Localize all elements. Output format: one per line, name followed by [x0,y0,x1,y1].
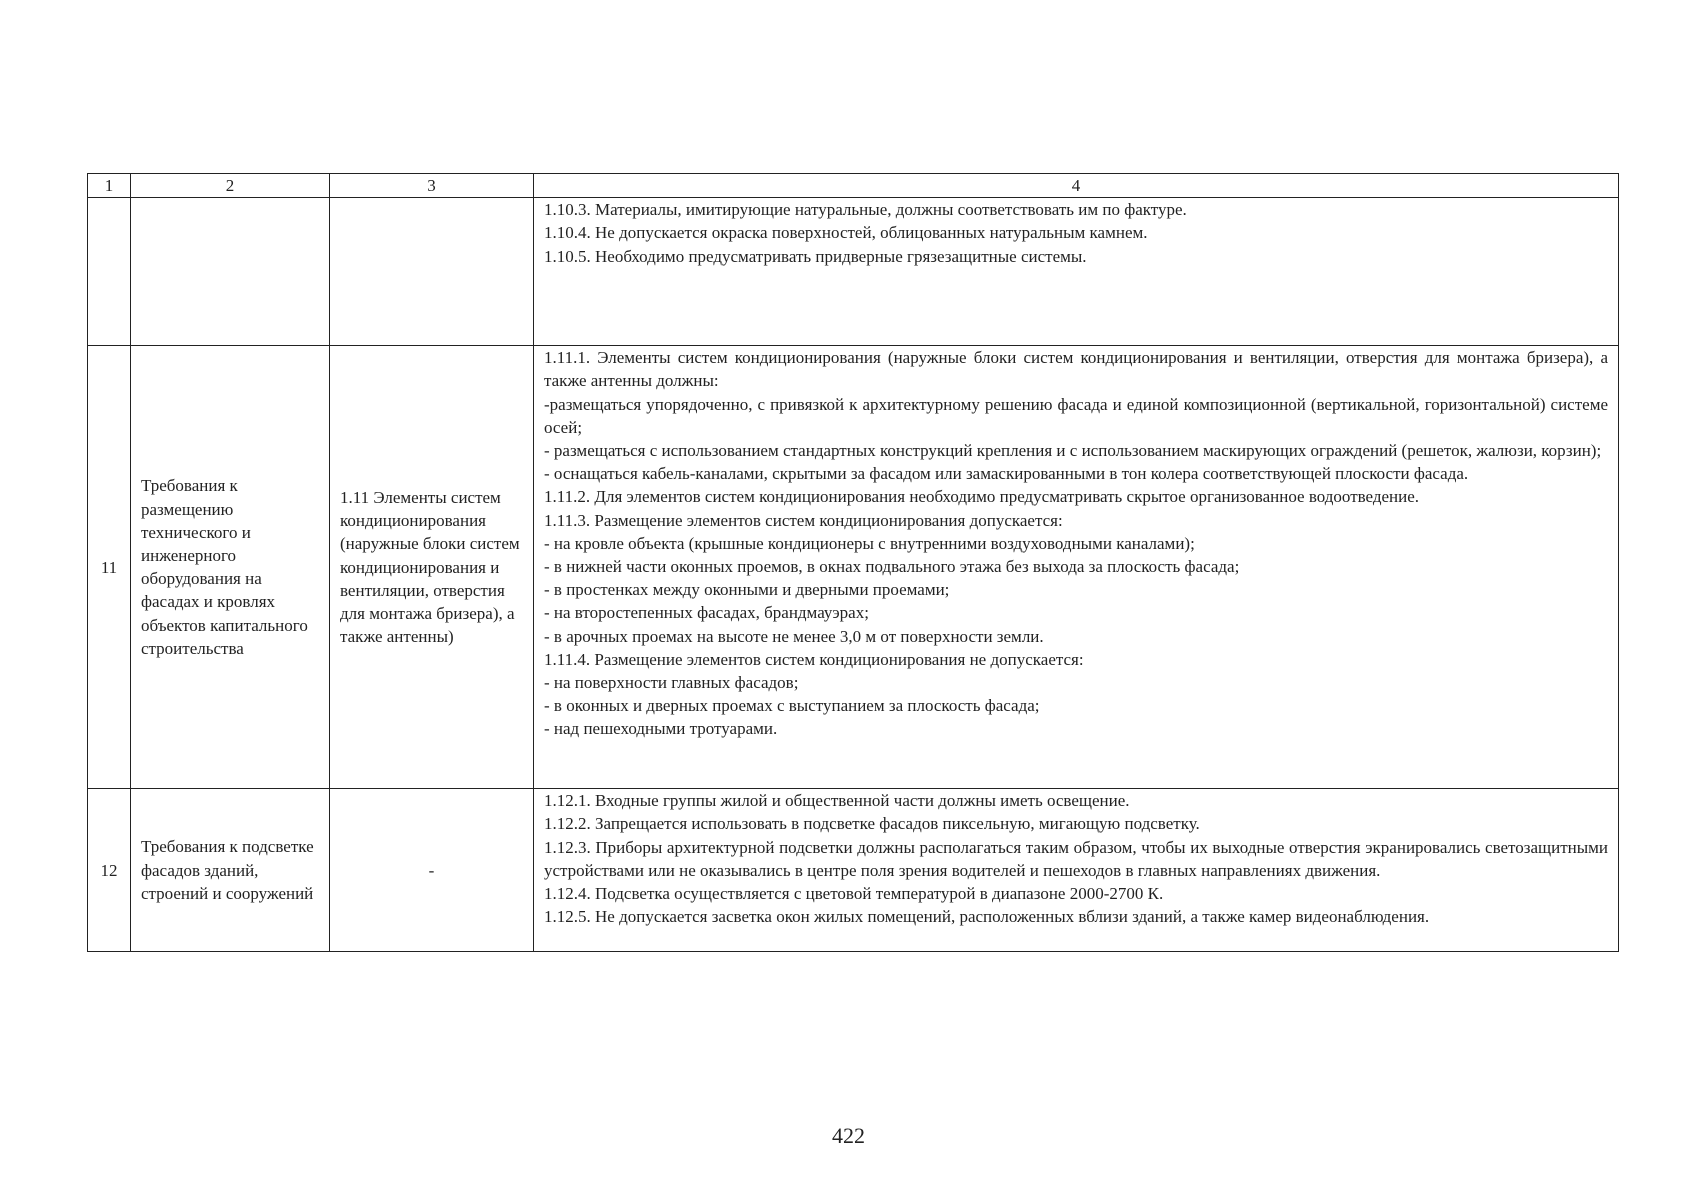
requirement-paragraph: - над пешеходными тротуарами. [544,719,778,739]
requirements-cell [534,789,1619,952]
regulation-table [87,173,1619,952]
requirements-cell [534,346,1619,789]
requirements-cell [534,198,1619,346]
table-row [88,346,1619,789]
page-number: 422 [832,1123,865,1148]
requirement-paragraph: 1.11.3. Размещение элементов систем кондиционирования допускается: [544,510,1063,530]
requirement-paragraph: 1.10.5. Необходимо предусматривать придверные грязезащитные системы. [544,246,1087,266]
requirement-paragraph: - на второстепенных фасадах, брандмауэрах; [544,603,869,623]
requirement-paragraph: 1.10.3. Материалы, имитирующие натуральные, должны соответствовать им по фактуре. [544,200,1187,220]
requirement-paragraph: 1.11.2. Для элементов систем кондиционирования необходимо предусматривать скрытое организованное водоотведение. [544,487,1420,507]
requirement-paragraph: - размещаться с использованием стандартных конструкций крепления и с использованием маскирующих ограждений (решеток, жалюзи, корзин); [544,441,1602,461]
requirement-paragraph: - оснащаться кабель-каналами, скрытыми за фасадом или замаскированными в тон колера соответствующей плоскости фасада. [544,464,1469,484]
requirement-paragraph: 1.11.1. Элементы систем кондиционирования (наружные блоки систем кондиционирования и вентиляции, отверстия для монтажа бризера), а также антенны должны: [544,348,1608,391]
requirement-paragraph: - на поверхности главных фасадов; [544,673,799,693]
subcategory-cell: - [330,789,534,952]
category-cell: Требования к подсветке фасадов зданий, строений и сооружений [131,789,330,952]
subcategory-cell [330,198,534,346]
requirement-paragraph: - на кровле объекта (крышные кондиционеры с внутренними воздуховодными каналами); [544,533,1195,553]
row-number-cell: 11 [88,346,131,789]
requirement-paragraph: 1.12.4. Подсветка осуществляется с цветовой температурой в диапазоне 2000-2700 К. [544,884,1164,904]
requirement-paragraph: - в оконных и дверных проемах с выступанием за плоскость фасада; [544,696,1040,716]
subcategory-cell: 1.11 Элементы систем кондиционирования (наружные блоки систем кондиционирования и вентиляции, отверстия для монтажа бризера), а также антенны) [330,346,534,789]
requirement-paragraph: 1.12.3. Приборы архитектурной подсветки должны располагаться таким образом, чтобы их выходные отверстия экранировались светозащитными устройствами или не оказывались в центре поля зрения водителей и пешеходов в главных направлениях движения. [544,837,1608,880]
requirement-paragraph: - в нижней части оконных проемов, в окнах подвального этажа без выхода за плоскость фасада; [544,557,1240,577]
category-cell [131,198,330,346]
requirement-paragraph: -размещаться упорядоченно, с привязкой к архитектурному решению фасада и единой композиционной (вертикальной, горизонтальной) системе осей; [544,394,1608,437]
table-header-row [88,174,1619,198]
requirement-paragraph: 1.12.1. Входные группы жилой и общественной части должны иметь освещение. [544,791,1130,811]
requirement-paragraph: - в простенках между оконными и дверными проемами; [544,580,950,600]
header-cell-4: 4 [534,174,1619,198]
requirement-paragraph: 1.12.5. Не допускается засветка окон жилых помещений, расположенных вблизи зданий, а также камер видеонаблюдения. [544,907,1430,927]
category-cell: Требования к размещению технического и инженерного оборудования на фасадах и кровлях объектов капитального строительства [131,346,330,789]
table-row [88,198,1619,346]
row-number-cell [88,198,131,346]
table-row [88,789,1619,952]
header-cell-2: 2 [131,174,330,198]
requirement-paragraph: - в арочных проемах на высоте не менее 3,0 м от поверхности земли. [544,626,1044,646]
header-cell-1: 1 [88,174,131,198]
requirement-paragraph: 1.10.4. Не допускается окраска поверхностей, облицованных натуральным камнем. [544,223,1148,243]
requirement-paragraph: 1.11.4. Размещение элементов систем кондиционирования не допускается: [544,649,1084,669]
requirement-paragraph: 1.12.2. Запрещается использовать в подсветке фасадов пиксельную, мигающую подсветку. [544,814,1200,834]
header-cell-3: 3 [330,174,534,198]
row-number-cell: 12 [88,789,131,952]
